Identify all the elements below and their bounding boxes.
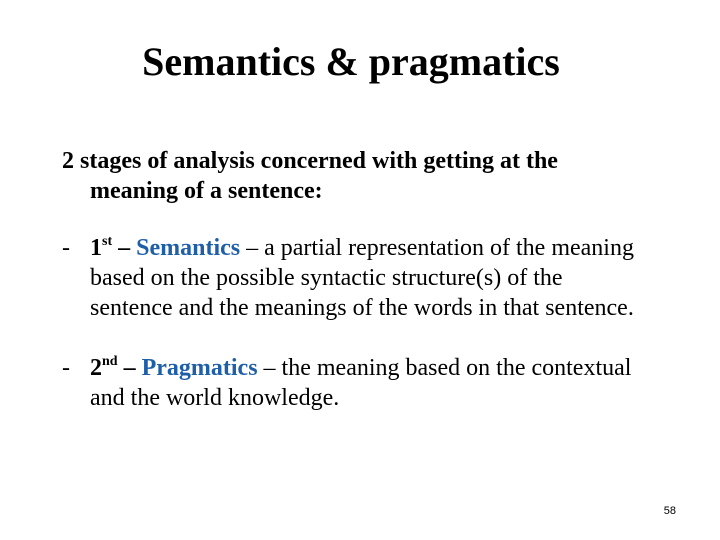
slide-title: Semantics & pragmatics bbox=[142, 39, 560, 84]
ordinal-number: 2 bbox=[90, 355, 102, 381]
bullet-pragmatics-text: – the meaning based on the contextual bbox=[263, 355, 632, 381]
ordinal-second bbox=[90, 355, 118, 381]
separator-dash: – bbox=[118, 235, 131, 261]
bullet-semantics-line-1 bbox=[62, 233, 682, 263]
intro-line-2: meaning of a sentence: bbox=[90, 178, 323, 204]
bullet-semantics-text: – a partial representation of the meaning bbox=[246, 235, 634, 261]
intro-paragraph bbox=[62, 146, 682, 206]
intro-line-1: 2 stages of analysis concerned with getting at the bbox=[62, 148, 558, 174]
ordinal-number: 1 bbox=[90, 235, 102, 261]
bullet-pragmatics-line-2: and the world knowledge. bbox=[90, 385, 340, 411]
bullet-pragmatics-line-1 bbox=[62, 353, 682, 383]
ordinal-suffix: st bbox=[102, 234, 113, 249]
ordinal-suffix: nd bbox=[102, 354, 118, 369]
term-pragmatics: Pragmatics bbox=[141, 355, 258, 381]
bullet-dash: - bbox=[62, 235, 70, 261]
bullet-semantics-line-2: based on the possible syntactic structure(s) of the bbox=[90, 265, 563, 291]
bullet-semantics bbox=[62, 233, 682, 323]
term-semantics: Semantics bbox=[136, 235, 241, 261]
bullet-semantics-line-3: sentence and the meanings of the words in that sentence. bbox=[90, 295, 634, 321]
page-number: 58 bbox=[663, 505, 676, 517]
bullet-pragmatics bbox=[62, 353, 682, 413]
bullet-dash: - bbox=[62, 355, 70, 381]
separator-dash: – bbox=[123, 355, 136, 381]
ordinal-first bbox=[90, 235, 112, 261]
